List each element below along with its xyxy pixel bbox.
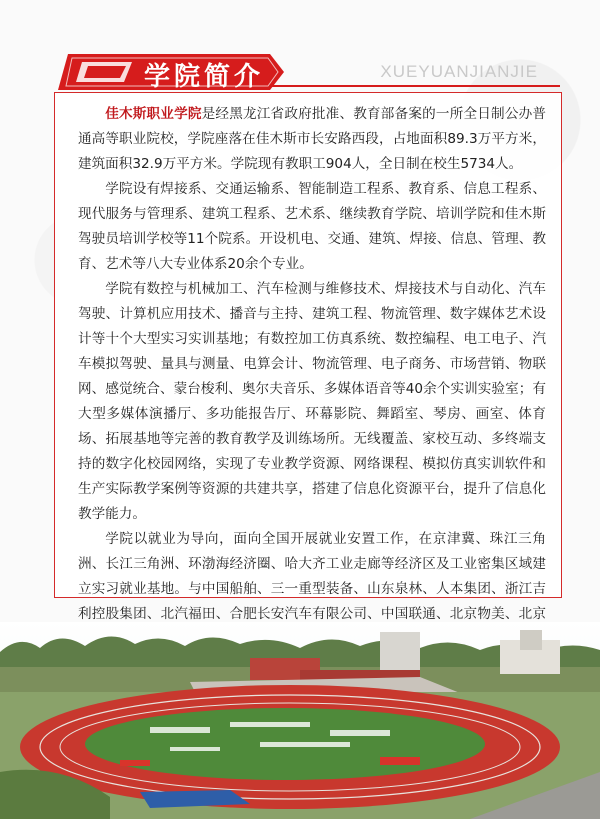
section-header-ribbon	[58, 52, 278, 90]
paragraph-text: 学院以就业为导向，面向全国开展就业安置工作，在京津冀、珠江三角洲、长江三角洲、环渤海经济圈、哈大齐工业走廊等经济区及工业密集区域建立实习就业基地。与中国船舶、三一重型装备、山东泉林、人本集团、浙江吉利控股集团、北汽福田、合肥长安汽车有限公司、中国联通、北京物美、北京	[78, 531, 546, 622]
paragraph-1	[78, 102, 546, 177]
paragraph-text: 学院有数控与机械加工、汽车检测与维修技术、焊接技术与自动化、汽车驾驶、计算机应用技术、播音与主持、建筑工程、物流管理、数字媒体艺术设计等十个大型实习实训基地；有数控加工仿真系统、数控编程、电工电子、汽车模拟驾驶、量具与测量、电算会计、物流管理、电子商务、市场营销、物联网、感觉统合、蒙台梭利、奥尔夫音乐、多媒体语音等40余个实训实验室；有大型多媒体演播厅、多功能报告厅、环幕影院、舞蹈室、琴房、画室、体育场、拓展基地等完善的教育教学及训练场所。无线覆盖、家校互动、多终端支持的数字化校园网络，实现了专业教学资源、网络课程、模拟仿真实训软件和生产实际教学案例等资源的共建共享，搭建了信息化资源平台，提升了信息化教学能力。	[78, 281, 546, 522]
paragraph-text: 是经黑龙江省政府批准、教育部备案的一所全日制公办普通高等职业院校，学院座落在佳木斯市长安路西段，占地面积89.3万平方米，建筑面积32.9万平方米。学院现有教职工904人，全日制在校生5734人。	[78, 106, 546, 172]
stadium-illustration	[0, 622, 600, 819]
section-title-pinyin: XUEYUANJIANJIE	[380, 62, 538, 81]
intro-text-body	[78, 102, 546, 677]
college-name: 佳木斯职业学院	[105, 106, 202, 122]
paragraph-3	[78, 277, 546, 527]
paragraph-2	[78, 177, 546, 277]
paragraph-text: 学院设有焊接系、交通运输系、智能制造工程系、教育系、信息工程系、现代服务与管理系、建筑工程系、艺术系、继续教育学院、培训学院和佳木斯驾驶员培训学校等11个院系。开设机电、交通、建筑、焊接、信息、管理、教育、艺术等八大专业体系20余个专业。	[78, 181, 546, 272]
header-rule	[270, 85, 560, 87]
campus-stadium-photo	[0, 622, 600, 819]
section-title: 学院简介	[144, 62, 265, 92]
